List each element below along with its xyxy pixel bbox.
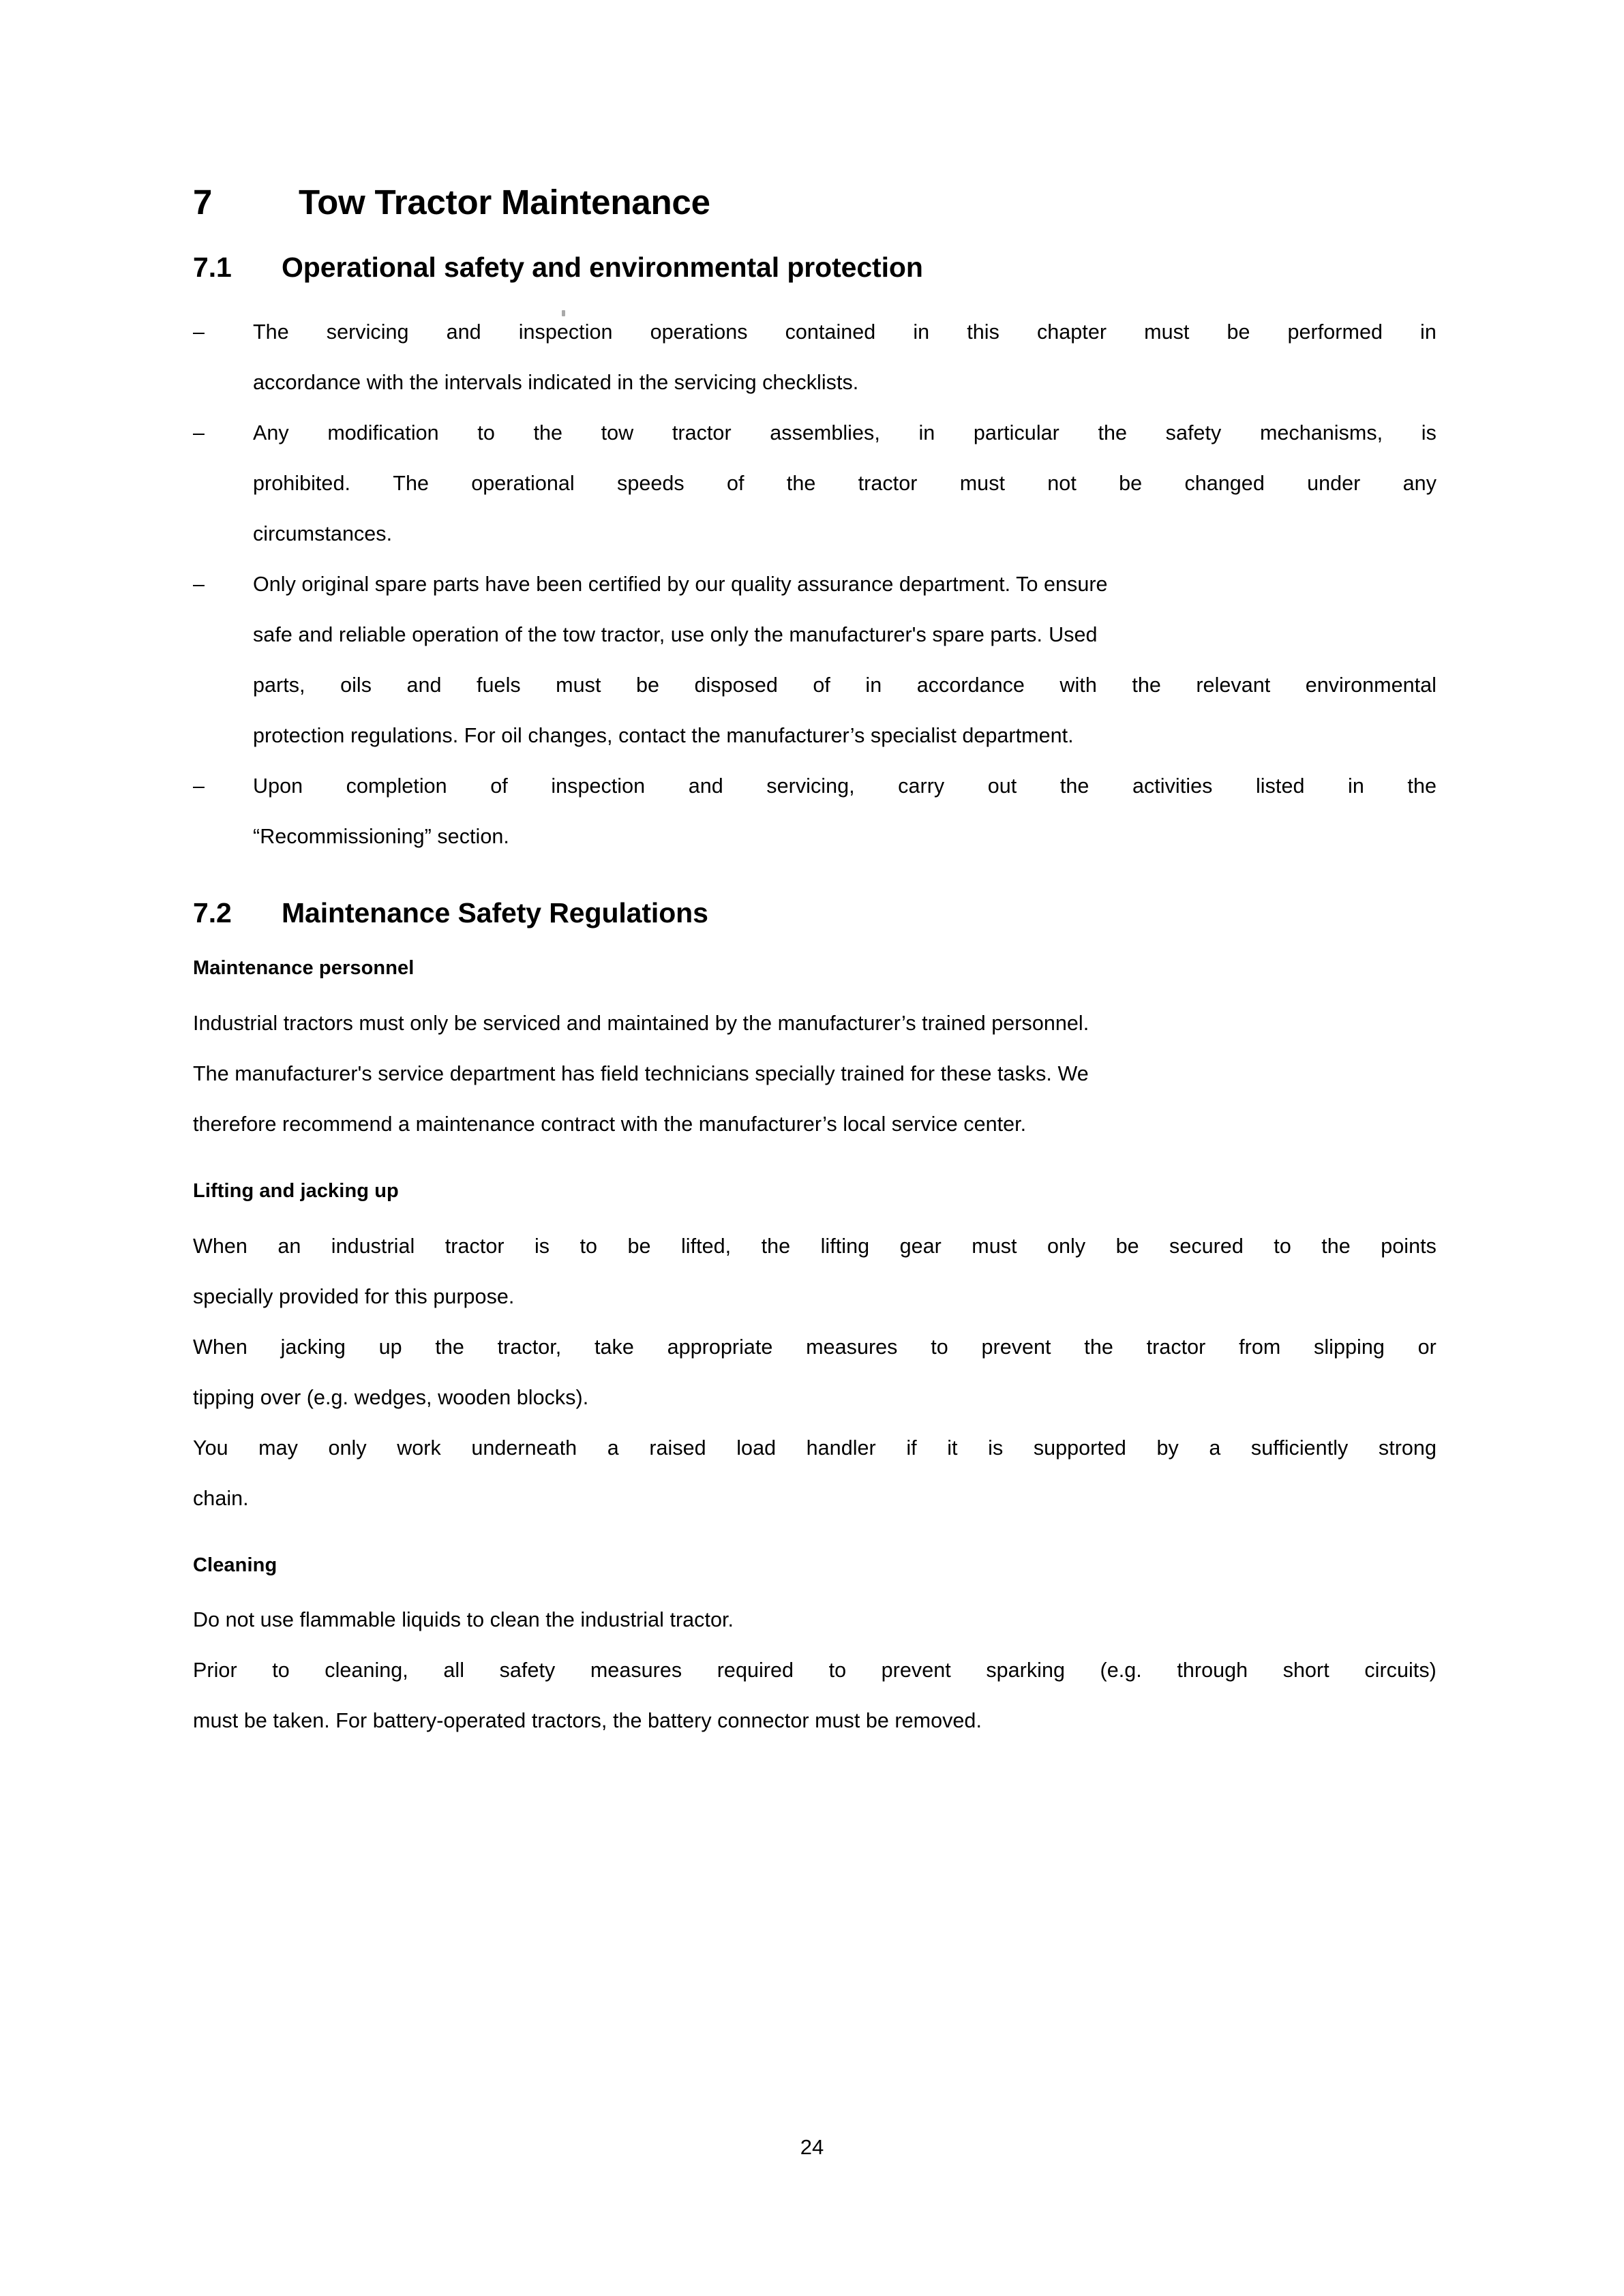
section-title-7-2: Maintenance Safety Regulations bbox=[282, 896, 708, 928]
text-run: from bbox=[1239, 1335, 1281, 1359]
bullet-item bbox=[193, 307, 1437, 408]
section-number-7-1: 7.1 bbox=[193, 251, 232, 283]
text-run: of bbox=[813, 673, 830, 697]
text-run: fuels bbox=[477, 673, 521, 697]
paragraph bbox=[193, 1595, 1437, 1645]
text-run: Any bbox=[253, 421, 289, 444]
text-line bbox=[253, 710, 1437, 761]
text-run: out bbox=[987, 774, 1017, 798]
text-run: in bbox=[865, 673, 882, 697]
text-run: prevent bbox=[881, 1659, 951, 1682]
text-run: is bbox=[988, 1436, 1004, 1460]
text-line bbox=[193, 1271, 1437, 1322]
text-run: raised bbox=[649, 1436, 706, 1460]
text-run: Prior bbox=[193, 1659, 237, 1682]
text-run: not bbox=[1047, 471, 1077, 495]
text-run: if bbox=[906, 1436, 917, 1460]
text-line bbox=[193, 1221, 1437, 1271]
text-run: short bbox=[1282, 1659, 1329, 1682]
text-run: tipping over (e.g. wedges, wooden blocks). bbox=[193, 1385, 589, 1409]
section-heading-7-2 bbox=[193, 897, 1437, 929]
text-run: servicing bbox=[326, 320, 409, 344]
bullet-marker: – bbox=[193, 774, 205, 798]
bullet-marker: – bbox=[193, 320, 205, 344]
text-run: take bbox=[595, 1335, 634, 1359]
text-line bbox=[193, 1695, 1437, 1746]
bullet-item bbox=[193, 408, 1437, 559]
text-run: inspection bbox=[518, 320, 613, 344]
text-run: the bbox=[533, 421, 563, 444]
text-run: is bbox=[534, 1234, 550, 1258]
text-line bbox=[193, 1645, 1437, 1695]
text-run: the bbox=[1321, 1234, 1351, 1258]
text-run: of bbox=[726, 471, 745, 495]
text-run: safety bbox=[1165, 421, 1222, 444]
text-run: only bbox=[328, 1436, 367, 1460]
chapter-heading bbox=[193, 183, 1437, 223]
text-run: load bbox=[736, 1436, 777, 1460]
text-run: the bbox=[1407, 774, 1437, 798]
text-line bbox=[253, 559, 1437, 609]
text-line bbox=[193, 1322, 1437, 1372]
text-run: be bbox=[1115, 1234, 1139, 1258]
text-line bbox=[193, 1372, 1437, 1423]
text-run: tractor bbox=[672, 421, 732, 444]
text-run: activities bbox=[1132, 774, 1213, 798]
text-run: must bbox=[1144, 320, 1190, 344]
text-line bbox=[253, 761, 1437, 811]
bullet-item bbox=[193, 761, 1437, 862]
text-run: disposed bbox=[694, 673, 778, 697]
text-run: be bbox=[1119, 471, 1143, 495]
scan-artifact-dot bbox=[562, 310, 565, 316]
text-line bbox=[193, 1595, 1437, 1645]
text-run: (e.g. bbox=[1100, 1659, 1142, 1682]
text-run: tow bbox=[601, 421, 634, 444]
text-run: secured bbox=[1169, 1234, 1244, 1258]
text-run: operations bbox=[650, 320, 748, 344]
bullet-marker: – bbox=[193, 572, 205, 596]
subsection-heading: Lifting and jacking up bbox=[193, 1179, 399, 1202]
text-run: by bbox=[1156, 1436, 1179, 1460]
text-run: “Recommissioning” section. bbox=[253, 824, 509, 848]
text-run: may bbox=[258, 1436, 298, 1460]
bullet-list-7-1 bbox=[193, 307, 1437, 862]
text-run: to bbox=[272, 1659, 290, 1682]
page-footer bbox=[0, 2134, 1624, 2160]
text-run: mechanisms, bbox=[1259, 421, 1383, 444]
text-run: Do not use flammable liquids to clean the industrial tractor. bbox=[193, 1608, 734, 1632]
text-run: When bbox=[193, 1335, 247, 1359]
text-line bbox=[253, 307, 1437, 357]
text-line bbox=[253, 458, 1437, 509]
text-run: in bbox=[1420, 320, 1437, 344]
text-run: When bbox=[193, 1234, 247, 1258]
text-run: protection regulations. For oil changes, contact the manufacturer’s specialist department. bbox=[253, 723, 1074, 747]
text-line bbox=[193, 998, 1437, 1048]
text-run: Used bbox=[1049, 622, 1098, 646]
text-run: the bbox=[786, 471, 816, 495]
text-run: be bbox=[635, 673, 659, 697]
paragraph bbox=[193, 1322, 1437, 1423]
text-run: of bbox=[490, 774, 508, 798]
paragraph bbox=[193, 998, 1437, 1149]
text-run: be bbox=[1227, 320, 1250, 344]
bullet-text bbox=[253, 307, 1437, 408]
text-run: prohibited. bbox=[253, 471, 350, 495]
text-run: safe and reliable operation of the tow tractor, use only the manufacturer's spare parts. bbox=[253, 622, 1043, 646]
text-run: must bbox=[959, 471, 1006, 495]
text-run: circumstances. bbox=[253, 522, 393, 545]
text-run: the bbox=[1059, 774, 1089, 798]
text-run: and bbox=[688, 774, 723, 798]
text-run: through bbox=[1177, 1659, 1248, 1682]
text-run: operational bbox=[471, 471, 575, 495]
text-run: industrial bbox=[331, 1234, 415, 1258]
text-run: only bbox=[1047, 1234, 1086, 1258]
text-run: measures bbox=[590, 1659, 682, 1682]
text-run: the bbox=[1084, 1335, 1113, 1359]
text-run: sufficiently bbox=[1250, 1436, 1349, 1460]
text-run: under bbox=[1307, 471, 1361, 495]
text-line bbox=[193, 1473, 1437, 1524]
text-run: supported bbox=[1033, 1436, 1126, 1460]
text-run: and bbox=[446, 320, 481, 344]
text-run: speeds bbox=[617, 471, 685, 495]
text-run: the bbox=[1132, 673, 1161, 697]
text-run: safety bbox=[499, 1659, 556, 1682]
paragraph bbox=[193, 1423, 1437, 1524]
text-run: to bbox=[477, 421, 495, 444]
text-run: tractor bbox=[1146, 1335, 1206, 1359]
text-run: strong bbox=[1378, 1436, 1437, 1460]
text-run: up bbox=[378, 1335, 402, 1359]
text-run: chain. bbox=[193, 1486, 249, 1510]
text-run: appropriate bbox=[667, 1335, 773, 1359]
text-run: cleaning, bbox=[325, 1659, 408, 1682]
subsection-heading: Maintenance personnel bbox=[193, 956, 415, 979]
text-run: prevent bbox=[981, 1335, 1051, 1359]
bullet-text bbox=[253, 761, 1437, 862]
text-run: modification bbox=[327, 421, 439, 444]
text-run: listed bbox=[1255, 774, 1305, 798]
text-run: the bbox=[435, 1335, 464, 1359]
text-run: must be taken. For battery-operated tractors, the battery connector must be removed. bbox=[193, 1709, 982, 1733]
text-run: lifted, bbox=[680, 1234, 732, 1258]
chapter-title: Tow Tractor Maintenance bbox=[299, 183, 710, 222]
text-run: tractor, bbox=[497, 1335, 562, 1359]
text-run: or bbox=[1417, 1335, 1437, 1359]
text-run: tractor bbox=[858, 471, 918, 495]
bullet-item bbox=[193, 559, 1437, 761]
paragraph bbox=[193, 1221, 1437, 1322]
text-run: Upon bbox=[253, 774, 303, 798]
text-run: sparking bbox=[986, 1659, 1065, 1682]
text-run: must bbox=[972, 1234, 1017, 1258]
text-run: specially provided for this purpose. bbox=[193, 1284, 515, 1308]
text-run: Only original spare parts have been certified by our quality assurance department. To ensure bbox=[253, 572, 1108, 596]
text-run: an bbox=[277, 1234, 301, 1258]
text-run: The bbox=[253, 320, 289, 344]
text-run: handler bbox=[806, 1436, 876, 1460]
text-run: measures bbox=[806, 1335, 898, 1359]
text-run: with bbox=[1059, 673, 1097, 697]
text-run: work bbox=[397, 1436, 441, 1460]
text-run: assemblies, bbox=[770, 421, 880, 444]
subsection-heading: Cleaning bbox=[193, 1554, 277, 1576]
text-run: accordance with the intervals indicated in the servicing checklists. bbox=[253, 370, 859, 394]
text-line bbox=[253, 357, 1437, 408]
bullet-marker: – bbox=[193, 421, 205, 444]
text-line bbox=[253, 408, 1437, 458]
bullet-text bbox=[253, 408, 1437, 559]
text-run: to bbox=[580, 1234, 598, 1258]
text-run: inspection bbox=[551, 774, 646, 798]
text-line bbox=[193, 1048, 1437, 1099]
text-run: required bbox=[717, 1659, 794, 1682]
text-run: a bbox=[1209, 1436, 1221, 1460]
text-run: must bbox=[556, 673, 601, 697]
text-run: in bbox=[1348, 774, 1364, 798]
text-run: accordance bbox=[916, 673, 1025, 697]
text-run: completion bbox=[346, 774, 447, 798]
text-run: tractor bbox=[445, 1234, 505, 1258]
chapter-number: 7 bbox=[193, 183, 213, 222]
text-run: all bbox=[443, 1659, 465, 1682]
text-run: this bbox=[967, 320, 999, 344]
bullet-text bbox=[253, 559, 1437, 761]
text-run: to bbox=[1274, 1234, 1291, 1258]
section-number-7-2: 7.2 bbox=[193, 896, 232, 928]
text-run: the bbox=[761, 1234, 791, 1258]
text-run: slipping bbox=[1314, 1335, 1385, 1359]
text-line bbox=[253, 509, 1437, 559]
text-run: changed bbox=[1184, 471, 1265, 495]
text-run: gear bbox=[899, 1234, 942, 1258]
text-run: any bbox=[1402, 471, 1437, 495]
text-run: it bbox=[947, 1436, 958, 1460]
section-title-7-1: Operational safety and environmental protection bbox=[282, 251, 923, 283]
text-run: servicing, bbox=[766, 774, 855, 798]
text-run: the bbox=[1098, 421, 1128, 444]
text-run: jacking bbox=[280, 1335, 346, 1359]
text-line bbox=[253, 660, 1437, 710]
text-run: parts, bbox=[253, 673, 305, 697]
text-run: circuits) bbox=[1364, 1659, 1437, 1682]
text-run: The manufacturer's service department has field technicians specially trained for these tasks. We bbox=[193, 1061, 1089, 1085]
paragraph bbox=[193, 1645, 1437, 1746]
text-run: underneath bbox=[471, 1436, 577, 1460]
text-run: chapter bbox=[1036, 320, 1107, 344]
subsections-7-2 bbox=[193, 956, 1437, 1746]
text-run: The bbox=[393, 471, 429, 495]
text-line bbox=[253, 811, 1437, 862]
section-heading-7-1 bbox=[193, 252, 1437, 284]
text-run: performed bbox=[1287, 320, 1383, 344]
text-line bbox=[193, 1423, 1437, 1473]
page-content bbox=[193, 183, 1437, 1746]
text-run: particular bbox=[973, 421, 1059, 444]
text-run: therefore recommend a maintenance contract with the manufacturer’s local service center. bbox=[193, 1112, 1027, 1136]
text-run: lifting bbox=[820, 1234, 870, 1258]
text-run: to bbox=[828, 1659, 847, 1682]
text-run: a bbox=[607, 1436, 619, 1460]
text-run: and bbox=[406, 673, 442, 697]
text-run: contained bbox=[785, 320, 876, 344]
text-run: in bbox=[913, 320, 930, 344]
text-run: in bbox=[918, 421, 935, 444]
text-run: environmental bbox=[1305, 673, 1437, 697]
page-number: 24 bbox=[800, 2135, 824, 2159]
text-line bbox=[193, 1099, 1437, 1149]
text-run: is bbox=[1421, 421, 1437, 444]
text-run: Industrial tractors must only be serviced and maintained by the manufacturer’s trained personnel. bbox=[193, 1011, 1089, 1035]
text-line bbox=[253, 609, 1437, 660]
text-run: You bbox=[193, 1436, 228, 1460]
text-run: points bbox=[1381, 1234, 1437, 1258]
text-run: carry bbox=[898, 774, 945, 798]
text-run: be bbox=[627, 1234, 651, 1258]
text-run: oils bbox=[340, 673, 372, 697]
text-run: to bbox=[931, 1335, 948, 1359]
text-run: relevant bbox=[1196, 673, 1271, 697]
